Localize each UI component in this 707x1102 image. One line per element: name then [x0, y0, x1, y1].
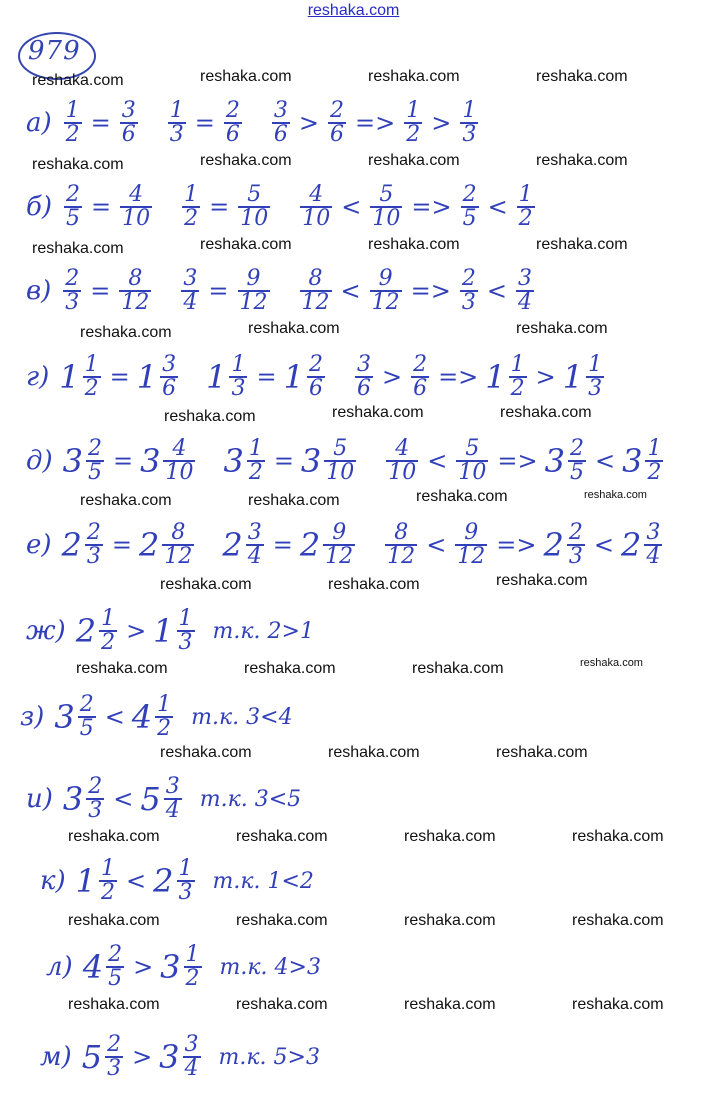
watermark: reshaka.com [404, 996, 496, 1013]
fraction: $\frac{5}{10}$ [240, 182, 269, 231]
task-number: 979 [28, 36, 81, 66]
watermark: reshaka.com [404, 912, 496, 929]
fraction: $\frac{1}{2}$ [184, 182, 199, 231]
fraction: $\frac{5}{10}$ [458, 436, 487, 485]
fraction: $\frac{1}{2}$ [157, 692, 172, 741]
fraction: $\frac{5}{10}$ [326, 436, 355, 485]
solution-line-v: в) $\frac{2}{3}$ = $\frac{8}{12}$ $\frac{3}{4}$ = $\frac{9}{12}$ $\frac{8}{12}$ < $\frac{9}{12}$ => $\frac{2}{3}$ < $\frac{3}{4}$ [26, 266, 532, 315]
watermark: reshaka.com [572, 912, 664, 929]
fraction: $\frac{3}{4}$ [247, 520, 262, 569]
fraction: $\frac{9}{12}$ [457, 520, 486, 569]
fraction: $\frac{3}{6}$ [121, 98, 136, 147]
fraction: $\frac{3}{4}$ [517, 266, 532, 315]
watermark: reshaka.com [80, 492, 172, 509]
watermark: reshaka.com [200, 68, 292, 85]
reason-text: т.к. 1<2 [212, 868, 314, 894]
fraction: $\frac{2}{6}$ [308, 352, 323, 401]
fraction: $\frac{2}{5}$ [569, 436, 584, 485]
watermark: reshaka.com [32, 72, 124, 89]
solution-line-a: а) $\frac{1}{2}$ = $\frac{3}{6}$ $\frac{1}{3}$ = $\frac{2}{6}$ $\frac{3}{6}$ > $\frac{2}{6}$ => $\frac{1}{2}$ > $\frac{1}{3}$ [26, 98, 477, 147]
solution-line-e: е) 2 $\frac{2}{3}$ = 2 $\frac{8}{12}$ 2 $\frac{3}{4}$ = 2 $\frac{9}{12}$ $\frac{8}{12}$ < $\frac{9}{12}$ => 2 $\frac{2}{3}$ < 2 $\frac{3}{4}$ [26, 520, 661, 569]
watermark: reshaka.com [404, 828, 496, 845]
reason-text: т.к. 2>1 [212, 618, 314, 644]
fraction: $\frac{2}{6}$ [413, 352, 428, 401]
fraction: $\frac{1}{2}$ [248, 436, 263, 485]
fraction: $\frac{1}{3}$ [169, 98, 184, 147]
watermark: reshaka.com [368, 152, 460, 169]
watermark: reshaka.com [32, 156, 124, 173]
watermark: reshaka.com [68, 996, 160, 1013]
fraction: $\frac{4}{10}$ [302, 182, 331, 231]
fraction: $\frac{3}{6}$ [162, 352, 177, 401]
watermark: reshaka.com [236, 912, 328, 929]
solution-line-z: з) 3 $\frac{2}{5}$ < 4 $\frac{1}{2}$ т.к. 3<4 [20, 692, 293, 741]
fraction: $\frac{2}{5}$ [108, 942, 123, 991]
watermark: reshaka.com [580, 657, 643, 669]
watermark: reshaka.com [200, 152, 292, 169]
watermark: reshaka.com [160, 744, 252, 761]
fraction: $\frac{2}{5}$ [79, 692, 94, 741]
watermark: reshaka.com [236, 996, 328, 1013]
fraction: $\frac{3}{6}$ [356, 352, 371, 401]
watermark: reshaka.com [76, 660, 168, 677]
fraction: $\frac{2}{5}$ [462, 182, 477, 231]
solution-line-d: д) 3 $\frac{2}{5}$ = 3 $\frac{4}{10}$ 3 $\frac{1}{2}$ = 3 $\frac{5}{10}$ $\frac{4}{10}$ < $\frac{5}{10}$ => 3 $\frac{2}{5}$ < 3 $\frac{1}{2}$ [26, 436, 662, 485]
watermark: reshaka.com [500, 404, 592, 421]
item-label: ж) [26, 616, 66, 646]
fraction: $\frac{1}{2}$ [647, 436, 662, 485]
item-label: з) [20, 702, 45, 732]
solution-line-i: и) 3 $\frac{2}{3}$ < 5 $\frac{3}{4}$ т.к. 3<5 [26, 774, 302, 823]
watermark: reshaka.com [248, 320, 340, 337]
fraction: $\frac{3}{4}$ [646, 520, 661, 569]
fraction: $\frac{1}{2}$ [518, 182, 533, 231]
fraction: $\frac{9}{12}$ [325, 520, 354, 569]
fraction: $\frac{1}{2}$ [101, 856, 116, 905]
watermark: reshaka.com [416, 488, 508, 505]
fraction: $\frac{2}{3}$ [86, 520, 101, 569]
fraction: $\frac{2}{5}$ [66, 182, 81, 231]
fraction: $\frac{1}{3}$ [231, 352, 246, 401]
fraction: $\frac{8}{12}$ [121, 266, 150, 315]
fraction: $\frac{2}{3}$ [568, 520, 583, 569]
item-label: б) [26, 192, 53, 222]
watermark: reshaka.com [328, 576, 420, 593]
fraction: $\frac{2}{3}$ [88, 774, 103, 823]
reason-text: т.к. 3<4 [191, 704, 293, 730]
fraction: $\frac{1}{3}$ [588, 352, 603, 401]
fraction: $\frac{3}{4}$ [183, 266, 198, 315]
watermark: reshaka.com [236, 828, 328, 845]
fraction: $\frac{2}{3}$ [107, 1032, 122, 1081]
watermark: reshaka.com [496, 572, 588, 589]
fraction: $\frac{3}{4}$ [184, 1032, 199, 1081]
watermark: reshaka.com [536, 236, 628, 253]
item-label: в) [26, 276, 52, 306]
item-label: а) [26, 108, 52, 138]
fraction: $\frac{1}{3}$ [178, 856, 193, 905]
fraction: $\frac{2}{3}$ [65, 266, 80, 315]
item-label: к) [40, 866, 66, 896]
fraction: $\frac{1}{2}$ [510, 352, 525, 401]
watermark: reshaka.com [516, 320, 608, 337]
fraction: $\frac{2}{6}$ [329, 98, 344, 147]
watermark: reshaka.com [244, 660, 336, 677]
solution-line-g: г) 1 $\frac{1}{2}$ = 1 $\frac{3}{6}$ 1 $\frac{1}{3}$ = 1 $\frac{2}{6}$ $\frac{3}{6}$ > $\frac{2}{6}$ => 1 $\frac{1}{2}$ > 1 $\frac{1}{3}$ [26, 352, 603, 401]
fraction: $\frac{1}{2}$ [101, 606, 116, 655]
fraction: $\frac{8}{12}$ [164, 520, 193, 569]
solution-line-zh: ж) 2 $\frac{1}{2}$ > 1 $\frac{1}{3}$ т.к. 2>1 [26, 606, 314, 655]
fraction: $\frac{4}{10}$ [165, 436, 194, 485]
watermark: reshaka.com [164, 408, 256, 425]
fraction: $\frac{9}{12}$ [371, 266, 400, 315]
fraction: $\frac{9}{12}$ [239, 266, 268, 315]
solution-line-b: б) $\frac{2}{5}$ = $\frac{4}{10}$ $\frac{1}{2}$ = $\frac{5}{10}$ $\frac{4}{10}$ < $\frac{5}{10}$ => $\frac{2}{5}$ < $\frac{1}{2}$ [26, 182, 533, 231]
fraction: $\frac{5}{10}$ [372, 182, 401, 231]
fraction: $\frac{1}{2}$ [185, 942, 200, 991]
watermark: reshaka.com [68, 912, 160, 929]
solution-line-k: к) 1 $\frac{1}{2}$ < 2 $\frac{1}{3}$ т.к. 1<2 [40, 856, 314, 905]
fraction: $\frac{2}{6}$ [225, 98, 240, 147]
watermark: reshaka.com [572, 828, 664, 845]
item-label: е) [26, 530, 52, 560]
watermark: reshaka.com [68, 828, 160, 845]
solution-line-l: л) 4 $\frac{2}{5}$ > 3 $\frac{1}{2}$ т.к. 4>3 [46, 942, 321, 991]
watermark: reshaka.com [368, 68, 460, 85]
reason-text: т.к. 5>3 [218, 1044, 320, 1070]
fraction: $\frac{3}{4}$ [165, 774, 180, 823]
watermark: reshaka.com [368, 236, 460, 253]
watermark: reshaka.com [248, 492, 340, 509]
solution-line-m: м) 5 $\frac{2}{3}$ > 3 $\frac{3}{4}$ т.к. 5>3 [40, 1032, 320, 1081]
fraction: $\frac{4}{10}$ [122, 182, 151, 231]
watermark: reshaka.com [572, 996, 664, 1013]
watermark: reshaka.com [332, 404, 424, 421]
item-label: и) [26, 784, 53, 814]
fraction: $\frac{1}{3}$ [178, 606, 193, 655]
fraction: $\frac{2}{3}$ [461, 266, 476, 315]
fraction: $\frac{1}{2}$ [65, 98, 80, 147]
fraction: $\frac{8}{12}$ [301, 266, 330, 315]
reason-text: т.к. 3<5 [199, 786, 302, 812]
fraction: $\frac{2}{5}$ [87, 436, 102, 485]
watermark: reshaka.com [584, 489, 647, 501]
watermark: reshaka.com [412, 660, 504, 677]
watermark: reshaka.com [536, 68, 628, 85]
fraction: $\frac{1}{3}$ [462, 98, 477, 147]
item-label: м) [40, 1042, 72, 1072]
watermark: reshaka.com [32, 240, 124, 257]
watermark: reshaka.com [200, 236, 292, 253]
reason-text: т.к. 4>3 [219, 954, 321, 980]
item-label: д) [26, 446, 53, 476]
watermark: reshaka.com [328, 744, 420, 761]
watermark: reshaka.com [496, 744, 588, 761]
watermark: reshaka.com [160, 576, 252, 593]
site-header-link[interactable]: reshaka.com [307, 2, 400, 19]
item-label: л) [46, 952, 73, 982]
fraction: $\frac{4}{10}$ [388, 436, 417, 485]
fraction: $\frac{8}{12}$ [387, 520, 416, 569]
fraction: $\frac{1}{2}$ [406, 98, 421, 147]
item-label: г) [26, 362, 50, 392]
fraction: $\frac{1}{2}$ [84, 352, 99, 401]
fraction: $\frac{3}{6}$ [273, 98, 288, 147]
watermark: reshaka.com [536, 152, 628, 169]
watermark: reshaka.com [80, 324, 172, 341]
